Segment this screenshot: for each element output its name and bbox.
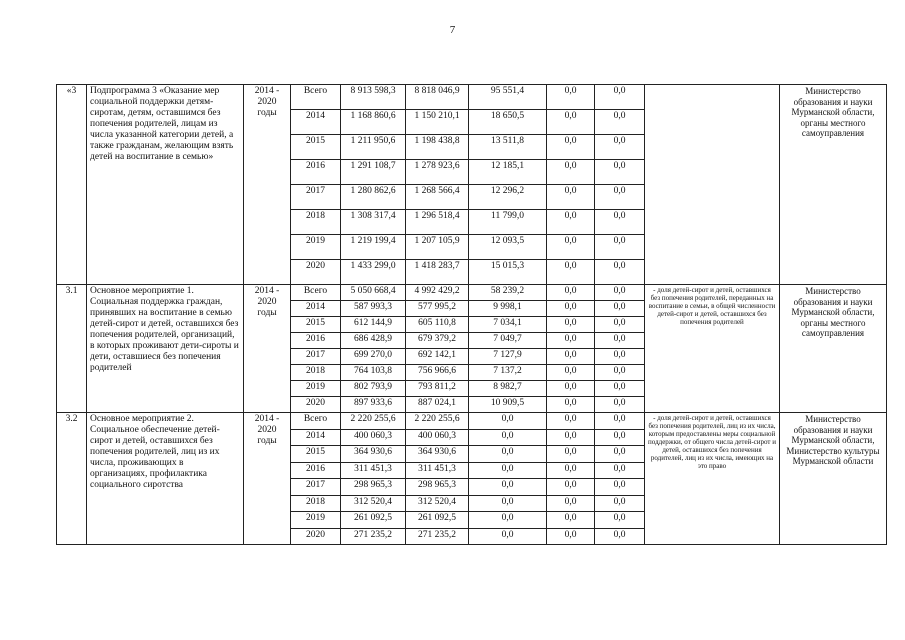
total-cell: 1 291 108,7 xyxy=(341,160,406,185)
local-budget-cell: 0,0 xyxy=(547,135,595,160)
other-sources-cell: 0,0 xyxy=(595,210,645,235)
federal-budget-cell: 0,0 xyxy=(469,512,547,529)
local-budget-cell: 0,0 xyxy=(547,210,595,235)
federal-budget-cell: 15 015,3 xyxy=(469,260,547,285)
period-cell: 2018 xyxy=(291,365,341,381)
regional-budget-cell: 4 992 429,2 xyxy=(406,285,469,301)
local-budget-cell: 0,0 xyxy=(547,349,595,365)
local-budget-cell: 0,0 xyxy=(547,333,595,349)
local-budget-cell: 0,0 xyxy=(547,446,595,463)
federal-budget-cell: 0,0 xyxy=(469,446,547,463)
local-budget-cell: 0,0 xyxy=(547,397,595,413)
other-sources-cell: 0,0 xyxy=(595,397,645,413)
other-sources-cell: 0,0 xyxy=(595,135,645,160)
local-budget-cell: 0,0 xyxy=(547,365,595,381)
regional-budget-cell: 1 150 210,1 xyxy=(406,110,469,135)
local-budget-cell: 0,0 xyxy=(547,413,595,430)
regional-budget-cell: 1 296 518,4 xyxy=(406,210,469,235)
period-cell: 2015 xyxy=(291,446,341,463)
other-sources-cell: 0,0 xyxy=(595,479,645,496)
period-cell: 2020 xyxy=(291,397,341,413)
period-cell: 2020 xyxy=(291,260,341,285)
regional-budget-cell: 679 379,2 xyxy=(406,333,469,349)
period-cell: 2019 xyxy=(291,512,341,529)
federal-budget-cell: 7 034,1 xyxy=(469,317,547,333)
local-budget-cell: 0,0 xyxy=(547,110,595,135)
federal-budget-cell: 18 650,5 xyxy=(469,110,547,135)
period-cell: 2019 xyxy=(291,235,341,260)
other-sources-cell: 0,0 xyxy=(595,260,645,285)
federal-budget-cell: 0,0 xyxy=(469,495,547,512)
indicator-cell: - доля детей-сирот и детей, оставшихся без попечения родителей, лиц из их числа, которым предоставлены меры социальной поддержки, от общего числа детей-сирот и детей, оставшихся без попечения родителей, лиц из их числа, имеющих на это право xyxy=(645,413,780,545)
federal-budget-cell: 9 998,1 xyxy=(469,301,547,317)
federal-budget-cell: 12 296,2 xyxy=(469,185,547,210)
regional-budget-cell: 2 220 255,6 xyxy=(406,413,469,430)
section-period: 2014 - 2020 годы xyxy=(244,413,291,545)
period-cell: 2018 xyxy=(291,495,341,512)
section-number: «3 xyxy=(57,85,87,285)
federal-budget-cell: 7 049,7 xyxy=(469,333,547,349)
federal-budget-cell: 10 909,5 xyxy=(469,397,547,413)
period-cell: 2016 xyxy=(291,333,341,349)
regional-budget-cell: 1 418 283,7 xyxy=(406,260,469,285)
federal-budget-cell: 0,0 xyxy=(469,479,547,496)
table-row xyxy=(57,413,887,430)
federal-budget-cell: 0,0 xyxy=(469,413,547,430)
total-cell: 1 211 950,6 xyxy=(341,135,406,160)
regional-budget-cell: 605 110,8 xyxy=(406,317,469,333)
total-cell: 5 050 668,4 xyxy=(341,285,406,301)
regional-budget-cell: 1 268 566,4 xyxy=(406,185,469,210)
period-cell: 2017 xyxy=(291,479,341,496)
regional-budget-cell: 887 024,1 xyxy=(406,397,469,413)
federal-budget-cell: 0,0 xyxy=(469,528,547,545)
period-cell: 2016 xyxy=(291,462,341,479)
other-sources-cell: 0,0 xyxy=(595,462,645,479)
regional-budget-cell: 298 965,3 xyxy=(406,479,469,496)
section-description: Основное мероприятие 1. Социальная поддержка граждан, принявших на воспитание в семью детей-сирот и детей, оставшихся без попечения родителей, организаций, в которых проживают дети-сироты и дети, оставшиеся без попечения родителей xyxy=(87,285,244,413)
total-cell: 897 933,6 xyxy=(341,397,406,413)
period-cell: Всего xyxy=(291,285,341,301)
other-sources-cell: 0,0 xyxy=(595,317,645,333)
period-cell: 2018 xyxy=(291,210,341,235)
total-cell: 364 930,6 xyxy=(341,446,406,463)
period-cell: 2020 xyxy=(291,528,341,545)
section-number: 3.2 xyxy=(57,413,87,545)
other-sources-cell: 0,0 xyxy=(595,446,645,463)
total-cell: 312 520,4 xyxy=(341,495,406,512)
total-cell: 612 144,9 xyxy=(341,317,406,333)
regional-budget-cell: 8 818 046,9 xyxy=(406,85,469,110)
period-cell: 2017 xyxy=(291,349,341,365)
other-sources-cell: 0,0 xyxy=(595,512,645,529)
local-budget-cell: 0,0 xyxy=(547,301,595,317)
other-sources-cell: 0,0 xyxy=(595,365,645,381)
other-sources-cell: 0,0 xyxy=(595,495,645,512)
total-cell: 8 913 598,3 xyxy=(341,85,406,110)
federal-budget-cell: 0,0 xyxy=(469,429,547,446)
local-budget-cell: 0,0 xyxy=(547,479,595,496)
other-sources-cell: 0,0 xyxy=(595,381,645,397)
total-cell: 686 428,9 xyxy=(341,333,406,349)
section-period: 2014 - 2020 годы xyxy=(244,85,291,285)
period-cell: 2019 xyxy=(291,381,341,397)
total-cell: 1 433 299,0 xyxy=(341,260,406,285)
local-budget-cell: 0,0 xyxy=(547,235,595,260)
federal-budget-cell: 0,0 xyxy=(469,462,547,479)
total-cell: 2 220 255,6 xyxy=(341,413,406,430)
other-sources-cell: 0,0 xyxy=(595,301,645,317)
federal-budget-cell: 7 137,2 xyxy=(469,365,547,381)
other-sources-cell: 0,0 xyxy=(595,528,645,545)
federal-budget-cell: 8 982,7 xyxy=(469,381,547,397)
period-cell: 2014 xyxy=(291,301,341,317)
total-cell: 1 280 862,6 xyxy=(341,185,406,210)
other-sources-cell: 0,0 xyxy=(595,185,645,210)
period-cell: 2015 xyxy=(291,317,341,333)
federal-budget-cell: 95 551,4 xyxy=(469,85,547,110)
other-sources-cell: 0,0 xyxy=(595,235,645,260)
indicator-cell: - доля детей-сирот и детей, оставшихся без попечения родителей, переданных на воспитание в семьи, в общей численности детей-сирот и детей, оставшихся без попечения родителей xyxy=(645,285,780,413)
regional-budget-cell: 793 811,2 xyxy=(406,381,469,397)
period-cell: 2015 xyxy=(291,135,341,160)
federal-budget-cell: 13 511,8 xyxy=(469,135,547,160)
regional-budget-cell: 692 142,1 xyxy=(406,349,469,365)
total-cell: 587 993,3 xyxy=(341,301,406,317)
regional-budget-cell: 1 198 438,8 xyxy=(406,135,469,160)
regional-budget-cell: 1 278 923,6 xyxy=(406,160,469,185)
total-cell: 261 092,5 xyxy=(341,512,406,529)
regional-budget-cell: 756 966,6 xyxy=(406,365,469,381)
period-cell: 2017 xyxy=(291,185,341,210)
other-sources-cell: 0,0 xyxy=(595,413,645,430)
regional-budget-cell: 261 092,5 xyxy=(406,512,469,529)
local-budget-cell: 0,0 xyxy=(547,381,595,397)
regional-budget-cell: 1 207 105,9 xyxy=(406,235,469,260)
total-cell: 1 308 317,4 xyxy=(341,210,406,235)
period-cell: 2014 xyxy=(291,429,341,446)
local-budget-cell: 0,0 xyxy=(547,495,595,512)
total-cell: 400 060,3 xyxy=(341,429,406,446)
executor-cell: Министерство образования и науки Мурманской области, органы местного самоуправления xyxy=(780,285,887,413)
other-sources-cell: 0,0 xyxy=(595,349,645,365)
section-description: Основное мероприятие 2. Социальное обеспечение детей-сирот и детей, оставшихся без попечения родителей, лиц из их числа, проживающих в организациях, профилактика социального сиротства xyxy=(87,413,244,545)
executor-cell: Министерство образования и науки Мурманской области, органы местного самоуправления xyxy=(780,85,887,285)
local-budget-cell: 0,0 xyxy=(547,317,595,333)
local-budget-cell: 0,0 xyxy=(547,260,595,285)
total-cell: 311 451,3 xyxy=(341,462,406,479)
regional-budget-cell: 577 995,2 xyxy=(406,301,469,317)
total-cell: 1 168 860,6 xyxy=(341,110,406,135)
other-sources-cell: 0,0 xyxy=(595,333,645,349)
other-sources-cell: 0,0 xyxy=(595,285,645,301)
total-cell: 1 219 199,4 xyxy=(341,235,406,260)
regional-budget-cell: 400 060,3 xyxy=(406,429,469,446)
indicator-cell xyxy=(645,85,780,285)
period-cell: 2016 xyxy=(291,160,341,185)
total-cell: 802 793,9 xyxy=(341,381,406,397)
table-row xyxy=(57,285,887,301)
period-cell: 2014 xyxy=(291,110,341,135)
total-cell: 298 965,3 xyxy=(341,479,406,496)
period-cell: Всего xyxy=(291,85,341,110)
local-budget-cell: 0,0 xyxy=(547,429,595,446)
section-number: 3.1 xyxy=(57,285,87,413)
local-budget-cell: 0,0 xyxy=(547,185,595,210)
federal-budget-cell: 11 799,0 xyxy=(469,210,547,235)
federal-budget-cell: 58 239,2 xyxy=(469,285,547,301)
other-sources-cell: 0,0 xyxy=(595,110,645,135)
local-budget-cell: 0,0 xyxy=(547,512,595,529)
federal-budget-cell: 12 185,1 xyxy=(469,160,547,185)
other-sources-cell: 0,0 xyxy=(595,429,645,446)
regional-budget-cell: 311 451,3 xyxy=(406,462,469,479)
budget-table xyxy=(56,84,887,545)
federal-budget-cell: 12 093,5 xyxy=(469,235,547,260)
total-cell: 271 235,2 xyxy=(341,528,406,545)
local-budget-cell: 0,0 xyxy=(547,160,595,185)
local-budget-cell: 0,0 xyxy=(547,285,595,301)
regional-budget-cell: 364 930,6 xyxy=(406,446,469,463)
period-cell: Всего xyxy=(291,413,341,430)
local-budget-cell: 0,0 xyxy=(547,85,595,110)
table-row xyxy=(57,85,887,110)
local-budget-cell: 0,0 xyxy=(547,462,595,479)
other-sources-cell: 0,0 xyxy=(595,85,645,110)
total-cell: 699 270,0 xyxy=(341,349,406,365)
executor-cell: Министерство образования и науки Мурманской области, Министерство культуры Мурманской области xyxy=(780,413,887,545)
regional-budget-cell: 312 520,4 xyxy=(406,495,469,512)
section-period: 2014 - 2020 годы xyxy=(244,285,291,413)
local-budget-cell: 0,0 xyxy=(547,528,595,545)
regional-budget-cell: 271 235,2 xyxy=(406,528,469,545)
page-number: 7 xyxy=(449,24,456,36)
other-sources-cell: 0,0 xyxy=(595,160,645,185)
federal-budget-cell: 7 127,9 xyxy=(469,349,547,365)
section-description: Подпрограмма 3 «Оказание мер социальной поддержки детям-сиротам, детям, оставшимся без попечения родителей, лицам из числа указанной категории детей, а также гражданам, желающим взять детей на воспитание в семью» xyxy=(87,85,244,285)
total-cell: 764 103,8 xyxy=(341,365,406,381)
